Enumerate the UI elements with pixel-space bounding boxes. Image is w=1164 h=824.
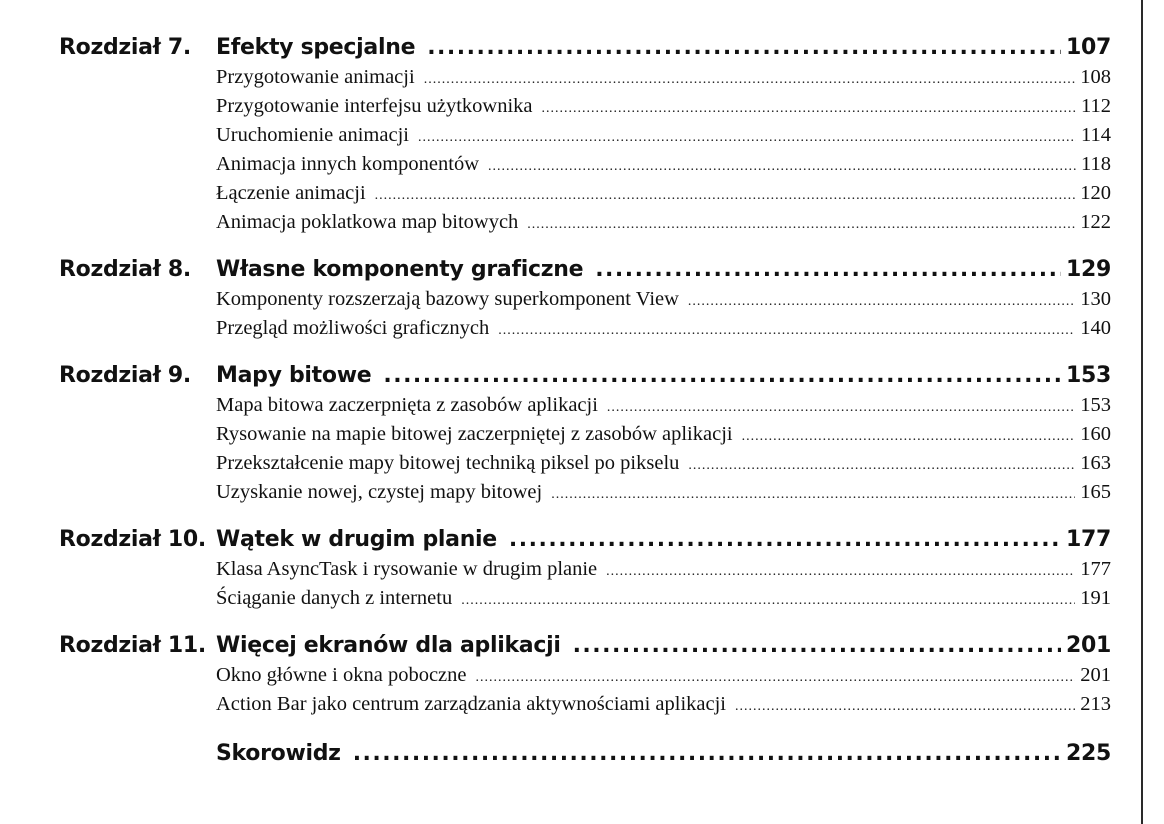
dot-leader	[427, 33, 1061, 63]
chapter-heading-row	[0, 33, 1164, 63]
dot-leader	[375, 181, 1076, 210]
section-page: 213	[1080, 693, 1111, 715]
chapter-heading-row	[0, 525, 1164, 555]
table-of-contents	[0, 33, 1164, 769]
section-title: Uzyskanie nowej, czystej mapy bitowej	[216, 481, 543, 503]
dot-leader	[735, 692, 1075, 721]
section-row	[0, 179, 1164, 208]
dot-leader	[688, 451, 1075, 480]
index-heading-row	[0, 739, 1164, 769]
section-row	[0, 150, 1164, 179]
section-row	[0, 285, 1164, 314]
section-title: Mapa bitowa zaczerpnięta z zasobów aplikacji	[216, 394, 598, 416]
section-title: Łączenie animacji	[216, 182, 366, 204]
dot-leader	[488, 152, 1076, 181]
chapter-page: 129	[1065, 257, 1111, 282]
dot-leader	[527, 210, 1075, 239]
section-row	[0, 690, 1164, 719]
section-page: 160	[1080, 423, 1111, 445]
section-row	[0, 92, 1164, 121]
chapter-title: Efekty specjalne	[216, 35, 416, 60]
section-title: Action Bar jako centrum zarządzania aktywnościami aplikacji	[216, 693, 727, 715]
chapter-label: Rozdział 7.	[59, 35, 191, 60]
dot-leader	[498, 316, 1075, 345]
section-title: Komponenty rozszerzają bazowy superkomponent View	[216, 288, 679, 310]
chapter-8	[0, 255, 1164, 343]
chapter-title: Wątek w drugim planie	[216, 527, 497, 552]
section-page: 114	[1081, 124, 1111, 146]
section-title: Animacja innych komponentów	[216, 153, 480, 175]
dot-leader	[542, 94, 1076, 123]
section-title: Przegląd możliwości graficznych	[216, 317, 490, 339]
dot-leader	[383, 361, 1061, 391]
section-title: Okno główne i okna poboczne	[216, 664, 467, 686]
section-row	[0, 449, 1164, 478]
section-row	[0, 420, 1164, 449]
chapter-page: 107	[1065, 35, 1111, 60]
section-page: 120	[1080, 182, 1111, 204]
dot-leader	[476, 663, 1076, 692]
dot-leader	[742, 422, 1076, 451]
index-page: 225	[1065, 741, 1111, 766]
chapter-heading-row	[0, 255, 1164, 285]
dot-leader	[509, 525, 1061, 555]
dot-leader	[551, 480, 1075, 509]
chapter-heading-row	[0, 361, 1164, 391]
dot-leader	[424, 65, 1076, 94]
chapter-heading-row	[0, 631, 1164, 661]
dot-leader	[461, 586, 1075, 615]
section-row	[0, 584, 1164, 613]
section-page: 140	[1080, 317, 1111, 339]
chapter-page: 153	[1065, 363, 1111, 388]
section-row	[0, 63, 1164, 92]
section-row	[0, 314, 1164, 343]
dot-leader	[606, 557, 1075, 586]
section-page: 165	[1080, 481, 1111, 503]
chapter-7	[0, 33, 1164, 237]
chapter-label: Rozdział 10.	[59, 527, 206, 552]
chapter-label: Rozdział 11.	[59, 633, 206, 658]
section-title: Animacja poklatkowa map bitowych	[216, 211, 519, 233]
dot-leader	[607, 393, 1075, 422]
section-row	[0, 661, 1164, 690]
section-title: Klasa AsyncTask i rysowanie w drugim planie	[216, 558, 598, 580]
section-page: 201	[1080, 664, 1111, 686]
section-title: Uruchomienie animacji	[216, 124, 409, 146]
section-title: Rysowanie na mapie bitowej zaczerpniętej z zasobów aplikacji	[216, 423, 733, 445]
section-row	[0, 391, 1164, 420]
section-row	[0, 478, 1164, 507]
chapter-title: Mapy bitowe	[216, 363, 372, 388]
chapter-11	[0, 631, 1164, 719]
section-page: 122	[1080, 211, 1111, 233]
section-page: 112	[1081, 95, 1111, 117]
section-row	[0, 555, 1164, 584]
section-page: 118	[1081, 153, 1111, 175]
index-entry	[0, 739, 1164, 769]
section-title: Ściąganie danych z internetu	[216, 587, 453, 609]
dot-leader	[595, 255, 1061, 285]
chapter-page: 201	[1065, 633, 1111, 658]
section-page: 108	[1080, 66, 1111, 88]
chapter-page: 177	[1065, 527, 1111, 552]
section-title: Przygotowanie animacji	[216, 66, 415, 88]
chapter-title: Własne komponenty graficzne	[216, 257, 584, 282]
section-page: 191	[1080, 587, 1111, 609]
chapter-title: Więcej ekranów dla aplikacji	[216, 633, 561, 658]
section-row	[0, 121, 1164, 150]
section-page: 177	[1080, 558, 1111, 580]
dot-leader	[353, 739, 1061, 769]
chapter-label: Rozdział 9.	[59, 363, 191, 388]
index-title: Skorowidz	[216, 741, 341, 766]
dot-leader	[418, 123, 1076, 152]
section-title: Przekształcenie mapy bitowej techniką piksel po pikselu	[216, 452, 680, 474]
dot-leader	[688, 287, 1075, 316]
section-row	[0, 208, 1164, 237]
chapter-label: Rozdział 8.	[59, 257, 191, 282]
section-page: 163	[1080, 452, 1111, 474]
section-page: 153	[1080, 394, 1111, 416]
section-page: 130	[1080, 288, 1111, 310]
chapter-9	[0, 361, 1164, 507]
section-title: Przygotowanie interfejsu użytkownika	[216, 95, 533, 117]
dot-leader	[573, 631, 1061, 661]
chapter-10	[0, 525, 1164, 613]
